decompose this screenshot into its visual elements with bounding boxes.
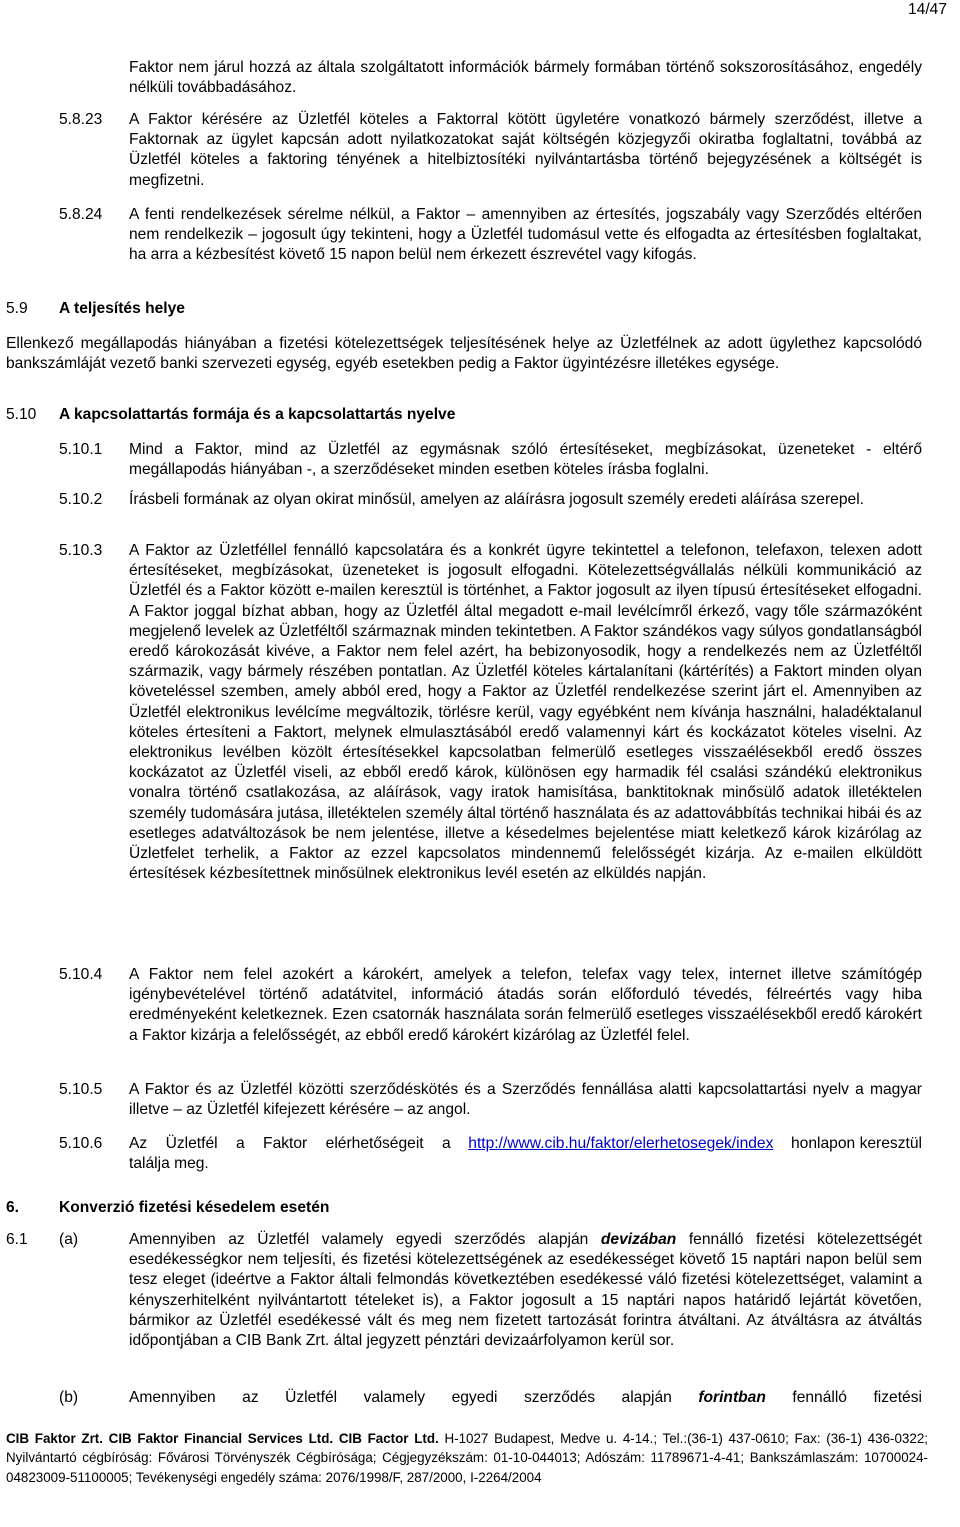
section-5-10-heading: A kapcsolattartás formája és a kapcsolattartás nyelve xyxy=(59,406,456,423)
section-number-5-10: 5.10 xyxy=(6,406,37,423)
section-5-10-1-text: Mind a Faktor, mind az Üzletfél az egymásnak szóló értesítéseket, megbízásokat, üzeneteket - eltérő megállapodás hiányában -, a szerződéseket minden esetben köteles írásba foglalni. xyxy=(129,441,922,479)
section-5-10-6-text-after: honlapon keresztül találja meg. xyxy=(129,1135,922,1173)
intro-paragraph: Faktor nem járul hozzá az általa szolgáltatott információk bármely formában történő sokszorosításához, engedély nélküli továbbadásához. xyxy=(129,59,922,97)
item-b-label: (b) xyxy=(59,1389,79,1406)
item-a-after: fennálló fizetési kötelezettségét esedékességkor nem teljesíti, és fizetési kötelezettségének az esedékességet követő 15 naptári napon belül sem tesz eleget (ideértve a Faktor általi felmondás következtében esedékessé váló fizetési kötelezettséget, valamint a kényszerhitelként nyilvántartott tételeket is), a Faktor jogosult a 15 naptári napos határidő lejártát követően, bármikor az Üzletfél esedékessé vált és meg nem fizetett tartozását forintra átváltani. Az átváltásra az átváltás időpontjában a CIB Bank Zrt. által jegyzett pénztári devizaárfolyamon kerül sor. xyxy=(129,1231,922,1350)
page-footer xyxy=(6,1429,928,1487)
section-5-8-24-text: A fenti rendelkezések sérelme nélkül, a Faktor – amennyiben az értesítés, jogszabály vagy Szerződés eltérően nem rendelkezik – jogosult úgy tekinteni, hogy a Üzletfél tudomásul vette és elfogadta az értesítésben foglaltakat, ha arra a kézbesítést követő 15 napon belül nem érkezett észrevétel vagy kifogás. xyxy=(129,206,922,264)
footer-details: H-1027 Budapest, Medve u. 4-14.; Tel.:(36-1) 437-0610; Fax: (36-1) 436-0322; Nyilvántartó cégbíróság: Fővárosi Törvényszék Cégbírósága; Cégjegyzékszám: 01-10-044013; Adószám: 11789671-4-41; Bankszámlaszám: 10700024-04823009-51100005; Tevékenységi engedély száma: 2076/1998/F, 287/2000, I-2264/2004 xyxy=(6,1431,928,1485)
section-5-9-text: Ellenkező megállapodás hiányában a fizetési kötelezettségek teljesítésének helye az Üzletfélnek az adott ügylethez kapcsolódó bankszámláját vezető banki szervezeti egység, egyéb esetekben pedig a Faktor ügyintézésre illetékes egysége. xyxy=(6,335,922,373)
section-5-8-23-text: A Faktor kérésére az Üzletfél köteles a Faktorral kötött ügyletére vonatkozó bármely szerződést, illetve a Faktornak az ügylet kapcsán adott nyilatkozatokat saját költségén közjegyzői okiratba foglaltatni, továbbá az Üzletfél köteles a faktoring tényének a hitelbiztosítéki nyilvántartásba történő bejegyzésének a költségét is megfizetni. xyxy=(129,111,922,189)
section-number-5-10-5: 5.10.5 xyxy=(59,1081,103,1098)
item-a-before: Amennyiben az Üzletfél valamely egyedi szerződés alapján xyxy=(129,1231,589,1248)
section-5-10-4-text: A Faktor nem felel azokért a károkért, amelyek a telefon, telefax vagy telex, internet illetve számítógép igénybevételével történő adatátvitel, információ átadás során előforduló tévedés, félreértés vagy hiba eredményeként keletkeznek. Ezen csatornák használata során felmerülő esetleges visszaélésekből eredő károkért a Faktor kizárja a felelősségét, az ebből eredő károkért kizárólag az Üzletfél felel. xyxy=(129,966,922,1044)
item-a-text xyxy=(129,1230,922,1351)
section-number-5-10-4: 5.10.4 xyxy=(59,966,103,983)
section-number-5-10-3: 5.10.3 xyxy=(59,542,103,559)
item-b-after: fennálló fizetési xyxy=(792,1389,922,1406)
section-5-10-3-text: A Faktor az Üzletféllel fennálló kapcsolatára és a konkrét ügyre tekintettel a telefonon, telefaxon, telexen adott értesítéseket, megbízásokat, üzeneteket is jogosult elfogadni. Kötelezettségvállalás nélküli kommunikáció az Üzletfél és a Faktor között e-mailen keresztül is történhet, a Faktor jogosult az ilyen típusú értesítéseket elfogadni. A Faktor joggal bízhat abban, hogy az Üzletfél által megadott e-mail levélcímről érkező, vagy tőle származóként megjelenő levelek az Üzletféltől származnak minden tekintetben. A Faktor szándékos vagy súlyos gondatlanságból eredő károkozását kivéve, a Faktor nem felel azért, ha bebizonyosodik, hogy a rendelkezés nem az Üzletféltől származik, vagy bármely részében pontatlan. Az Üzletfél köteles kártalanítani (kártérítés) a Faktort minden olyan követeléssel szemben, amely abból ered, hogy a Faktor az Üzletfél rendelkezése szerint járt el. Amennyiben az Üzletfél elektronikus levélcíme megváltozik, törlésre kerül, vagy egyébként nem kívánja használni, haladéktalanul köteles értesíteni a Faktort, melynek elmulasztásából eredő valamennyi kárt és kockázatot köteles viselni. Az elektronikus levélben közölt értesítésekkel kapcsolatban felmerülő esetleges visszaélésekből eredő összes kockázatot az Üzletfél viseli, az ebből eredő károk, különösen egy harmadik fél csalási szándékú elektronikus vonalra történő csatlakozása, az aláírások, vagy iratok hamisítása, banktitoknak minősülő adatok illetéktelen személy tudomására jutása, illetéktelen személy által történő használata és az adattovábbítás technikai hibái és az esetleges adatváltozások be nem jelentése, illetve a késedelmes bejelentése miatt keletkező károk kizárólag az Üzletfelet terhelik, a Faktor az ezzel kapcsolatos mindennemű felelősségét kizárja. Az e-mailen elküldött értesítések kézbesítettnek minősülnek elektronikus levél esetén az elküldés napján. xyxy=(129,542,922,883)
page-number: 14/47 xyxy=(907,1,947,18)
section-number-6-1: 6.1 xyxy=(6,1231,28,1248)
item-a-label: (a) xyxy=(59,1231,79,1248)
item-b-text xyxy=(129,1388,922,1408)
section-5-9-heading: A teljesítés helye xyxy=(59,300,185,317)
item-b-emph: forintban xyxy=(698,1389,766,1406)
section-number-5-10-6: 5.10.6 xyxy=(59,1135,103,1152)
section-number-5-10-1: 5.10.1 xyxy=(59,441,103,458)
item-b-before: Amennyiben az Üzletfél valamely egyedi szerződés alapján xyxy=(129,1389,672,1406)
section-number-5-8-24: 5.8.24 xyxy=(59,206,103,223)
section-5-10-5-text: A Faktor és az Üzletfél közötti szerződéskötés és a Szerződés fennállása alatti kapcsolattartási nyelv a magyar illetve – az Üzletfél kifejezett kérésére – az angol. xyxy=(129,1081,922,1119)
section-number-5-8-23: 5.8.23 xyxy=(59,111,103,128)
section-number-5-9: 5.9 xyxy=(6,300,28,317)
item-a-emph: devizában xyxy=(600,1231,677,1248)
section-5-10-6-text xyxy=(129,1134,922,1174)
section-5-10-6-text-before: Az Üzletfél a Faktor elérhetőségeit a xyxy=(129,1135,451,1152)
section-5-10-2-text: Írásbeli formának az olyan okirat minősül, amelyen az aláírásra jogosult személy eredeti aláírása szerepel. xyxy=(129,491,864,508)
section-number-5-10-2: 5.10.2 xyxy=(59,491,103,508)
section-6-heading: Konverzió fizetési késedelem esetén xyxy=(59,1199,330,1216)
faktor-contact-link[interactable]: http://www.cib.hu/faktor/elerhetosegek/index xyxy=(468,1135,774,1152)
footer-company: CIB Faktor Zrt. CIB Faktor Financial Services Ltd. CIB Factor Ltd. xyxy=(6,1431,439,1446)
section-number-6: 6. xyxy=(6,1199,20,1216)
